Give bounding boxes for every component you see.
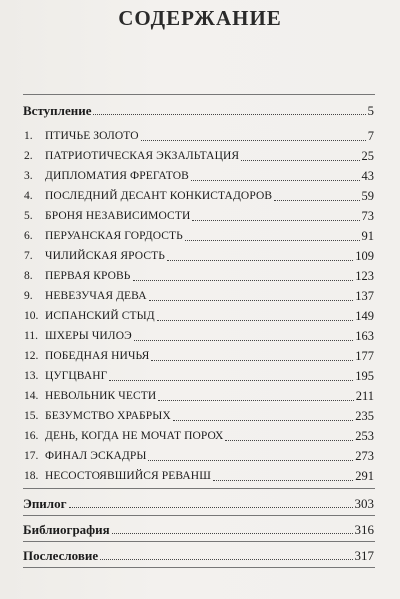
- chapter-number: 9.: [24, 290, 33, 302]
- chapter-title: БРОНЯ НЕЗАВИСИМОСТИ: [45, 210, 191, 222]
- chapter-number: 17.: [24, 450, 39, 462]
- leader-dots: [173, 420, 354, 421]
- chapter-title: ПТИЧЬЕ ЗОЛОТО: [45, 130, 139, 142]
- chapter-number: 1.: [24, 130, 33, 142]
- chapter-number: 14.: [24, 390, 39, 402]
- section-rule: [23, 515, 375, 516]
- toc-entry-chapter[interactable]: [23, 126, 374, 144]
- chapter-page: 163: [355, 329, 374, 343]
- section-rule: [23, 488, 375, 489]
- leader-dots: [134, 340, 353, 341]
- leader-dots: [192, 220, 359, 221]
- chapter-number: 10.: [24, 310, 39, 322]
- leader-dots: [148, 460, 353, 461]
- chapter-page: 235: [355, 409, 374, 423]
- chapter-page: 253: [355, 429, 374, 443]
- chapter-page: 109: [355, 249, 374, 263]
- toc-entry-label: Эпилог: [23, 496, 67, 511]
- toc-entry-chapter[interactable]: [23, 186, 374, 204]
- chapter-title: ПОБЕДНАЯ НИЧЬЯ: [45, 350, 150, 362]
- toc-entry-label: Послесловие: [23, 548, 99, 563]
- chapter-page: 291: [355, 469, 374, 483]
- leader-dots: [151, 360, 353, 361]
- toc-entry-chapter[interactable]: [23, 266, 374, 284]
- toc-entry-chapter[interactable]: [23, 326, 374, 344]
- bottom-rule: [23, 567, 375, 568]
- page-title: СОДЕРЖАНИЕ: [118, 6, 282, 30]
- toc-entry-bibliography[interactable]: [23, 519, 374, 537]
- chapter-number: 2.: [24, 150, 33, 162]
- leader-dots: [241, 160, 359, 161]
- toc-entry-chapter[interactable]: [23, 386, 374, 404]
- leader-dots: [133, 280, 354, 281]
- chapter-title: ПЕРУАНСКАЯ ГОРДОСТЬ: [45, 230, 183, 242]
- chapter-page: 149: [355, 309, 374, 323]
- toc-entry-afterword[interactable]: [23, 545, 374, 563]
- chapter-title: ДЕНЬ, КОГДА НЕ МОЧАТ ПОРОХ: [45, 430, 224, 442]
- toc-entry-chapter[interactable]: [23, 166, 374, 184]
- chapter-number: 3.: [24, 170, 33, 182]
- toc-entry-page: 316: [354, 522, 374, 537]
- toc-entry-chapter[interactable]: [23, 146, 374, 164]
- chapter-number: 11.: [24, 330, 38, 342]
- toc-entry-chapter[interactable]: [23, 306, 374, 324]
- leader-dots: [69, 507, 353, 508]
- chapter-title: ПАТРИОТИЧЕСКАЯ ЭКЗАЛЬТАЦИЯ: [45, 150, 240, 162]
- chapter-page: 211: [355, 389, 374, 403]
- chapter-number: 18.: [24, 470, 39, 482]
- toc-entry-chapter[interactable]: [23, 226, 374, 244]
- toc-entry-chapter[interactable]: [23, 286, 374, 304]
- leader-dots: [158, 400, 353, 401]
- toc-entry-chapter[interactable]: [23, 346, 374, 364]
- chapter-page: 123: [355, 269, 374, 283]
- toc-entry-chapter[interactable]: [23, 406, 374, 424]
- chapter-title: ФИНАЛ ЭСКАДРЫ: [45, 450, 147, 462]
- chapter-page: 25: [361, 149, 374, 163]
- chapter-page: 7: [367, 129, 374, 143]
- chapter-title: ШХЕРЫ ЧИЛОЭ: [45, 330, 132, 342]
- leader-dots: [191, 180, 360, 181]
- toc-entry-epilogue[interactable]: [23, 493, 374, 511]
- toc-entry-label: Библиография: [23, 522, 110, 537]
- toc-entry-page: 317: [354, 548, 374, 563]
- leader-dots: [100, 559, 352, 560]
- chapter-page: 177: [355, 349, 374, 363]
- toc-entry-chapter[interactable]: [23, 366, 374, 384]
- chapter-title: НЕВЕЗУЧАЯ ДЕВА: [45, 290, 147, 302]
- toc-entry-chapter[interactable]: [23, 246, 374, 264]
- chapter-number: 4.: [24, 190, 33, 202]
- toc-entry-page: 303: [354, 496, 374, 511]
- chapter-title: ЦУГЦВАНГ: [45, 370, 108, 382]
- chapter-title: ПЕРВАЯ КРОВЬ: [45, 270, 131, 282]
- leader-dots: [109, 380, 353, 381]
- chapter-page: 59: [361, 189, 374, 203]
- leader-dots: [185, 240, 360, 241]
- toc-entry-chapter[interactable]: [23, 206, 374, 224]
- chapter-title: БЕЗУМСТВО ХРАБРЫХ: [45, 410, 171, 422]
- chapter-page: 73: [361, 209, 374, 223]
- toc-entry-chapter[interactable]: [23, 466, 374, 484]
- chapter-title: ЧИЛИЙСКАЯ ЯРОСТЬ: [45, 250, 165, 262]
- toc-entry-chapter[interactable]: [23, 426, 374, 444]
- chapter-number: 8.: [24, 270, 33, 282]
- chapter-title: ПОСЛЕДНИЙ ДЕСАНТ КОНКИСТАДОРОВ: [45, 190, 273, 202]
- leader-dots: [149, 300, 354, 301]
- chapter-number: 5.: [24, 210, 33, 222]
- toc-entry-intro[interactable]: [23, 100, 374, 118]
- top-rule: [23, 94, 375, 95]
- leader-dots: [157, 320, 354, 321]
- chapter-title: ИСПАНСКИЙ СТЫД: [45, 310, 155, 322]
- chapter-title: ДИПЛОМАТИЯ ФРЕГАТОВ: [45, 170, 189, 182]
- toc-entry-page: 5: [367, 103, 374, 118]
- chapter-number: 12.: [24, 350, 39, 362]
- toc-entry-chapter[interactable]: [23, 446, 374, 464]
- chapter-number: 15.: [24, 410, 39, 422]
- leader-dots: [213, 480, 353, 481]
- leader-dots: [93, 114, 365, 115]
- chapter-page: 91: [361, 229, 374, 243]
- chapter-title: НЕВОЛЬНИК ЧЕСТИ: [45, 390, 157, 402]
- leader-dots: [225, 440, 353, 441]
- leader-dots: [167, 260, 353, 261]
- leader-dots: [112, 533, 353, 534]
- chapter-number: 7.: [24, 250, 33, 262]
- chapter-number: 16.: [24, 430, 39, 442]
- chapter-page: 43: [361, 169, 374, 183]
- chapter-page: 273: [355, 449, 374, 463]
- toc-entry-label: Вступление: [23, 103, 92, 118]
- chapter-number: 6.: [24, 230, 33, 242]
- chapter-page: 195: [355, 369, 374, 383]
- chapter-page: 137: [355, 289, 374, 303]
- leader-dots: [141, 140, 366, 141]
- section-rule: [23, 541, 375, 542]
- chapter-title: НЕСОСТОЯВШИЙСЯ РЕВАНШ: [45, 470, 211, 482]
- chapter-number: 13.: [24, 370, 39, 382]
- leader-dots: [274, 200, 359, 201]
